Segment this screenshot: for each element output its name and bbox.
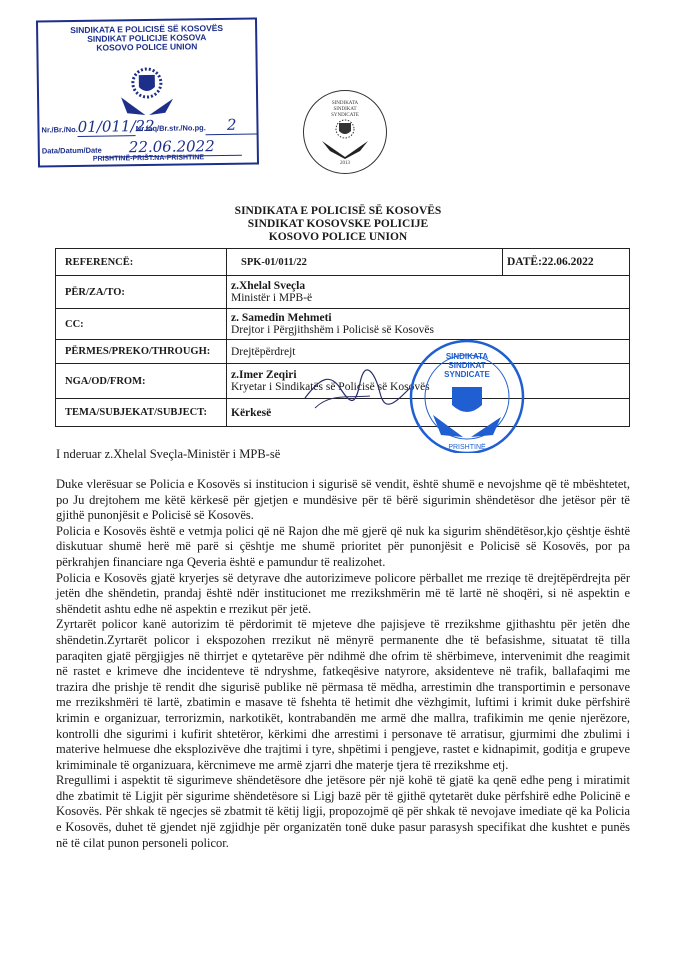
union-emblem: [303, 90, 387, 174]
union-round-stamp-icon: [397, 335, 537, 453]
subject-label: TEMA/SUBJEKAT/SUBJECT:: [56, 399, 227, 427]
emblem-line: SYNDICATE: [331, 113, 359, 118]
registry-number-label: Nr./Br./No.: [41, 124, 78, 135]
stamp-header-line: SINDIKAT POLICIJE KOSOVA: [87, 32, 207, 44]
from-title: Kryetar i Sindikatës së Policisë së Kosovës: [231, 381, 430, 393]
registry-stamp-footer: PRISHTINË-PRIŠT.NA-PRISHTINE: [92, 154, 205, 163]
letterhead: [0, 205, 676, 244]
emblem-line: SINDIKATA: [331, 101, 359, 106]
to-value: [227, 276, 630, 309]
stamp-header-line: KOSOVO POLICE UNION: [96, 41, 198, 53]
registry-date-value: 22.06.2022: [102, 137, 242, 158]
letter-body: [56, 477, 630, 851]
emblem-line: SINDIKAT: [333, 107, 357, 112]
through-label: PËRMES/PREKO/THROUGH:: [56, 340, 227, 364]
reference-label: REFERENCË:: [56, 249, 227, 276]
registry-stamp: [36, 17, 259, 167]
body-paragraph: Duke vlerësuar se Policia e Kosovës si institucion i sigurisë së vendit, është shumë e nevojshme që të mbështetet, po Ju drejtohem me këtë kërkesë për gjetjen e mundësive për të bërë sigurimin shëndetësor dhe jetësor për të gjithë punonjësit e Policisë së Kosovës.: [56, 477, 630, 523]
stamp-header-line: SINDIKATA E POLICISË SË KOSOVËS: [70, 22, 224, 36]
date-value: DATË:22.06.2022: [503, 249, 630, 276]
letterhead-line: SINDIKAT KOSOVSKE POLICIJE: [247, 218, 429, 230]
through-value: Drejtëpërdrejt: [227, 340, 630, 364]
body-paragraph: Rregullimi i aspektit të sigurimeve shëndetësore dhe jetësore për një kohë të gjatë ka qenë edhe peng i miratimit dhe zbatimit të Ligjit për sigurime shëndetësore si Ligj bazë për të gjithë qytetarët duke përfshirë edhe Policinë e Kosovës. Për shkak të ngecjes së zbatmit të këtij ligji, propozojmë që për shkak të nevojave imediate që ka Policia e Kosovës, duhet të gjendet një zgjidhje për organizatën tonë duke pasur parasysh specifikat dhe kushtet e punës në të cilat punon personeli policor.: [56, 773, 630, 850]
table-row-cc: [56, 309, 630, 340]
svg-text:PRISHTINË: PRISHTINË: [448, 444, 486, 451]
table-row-to: [56, 276, 630, 309]
body-paragraph: Policia e Kosovës gjatë kryerjes së detyrave dhe autorizimeve policore përballet me rreziqe të drejtëpërdrejta për jetën dhe shëndetin, prandaj është ndër institucionet me rrezikshmërin më të lartë në shoqëri, si në aspektin e shëndetit ashtu edhe në aspektin e rrezikut për jetë.: [56, 570, 630, 616]
to-title: Ministër i MPB-ë: [231, 292, 313, 304]
svg-text:SYNDICATE: SYNDICATE: [444, 370, 490, 379]
letterhead-line: SINDIKATA E POLICISË SË KOSOVËS: [234, 205, 442, 217]
svg-text:SINDIKAT: SINDIKAT: [448, 361, 486, 370]
table-row-through: [56, 340, 630, 364]
cc-name: z. Samedin Mehmeti: [231, 312, 332, 324]
table-row-reference: [56, 249, 630, 276]
letterhead-line: KOSOVO POLICE UNION: [268, 231, 408, 243]
cc-label: CC:: [56, 309, 227, 340]
salutation: I nderuar z.Xhelal Sveçla-Ministër i MPB-së: [56, 447, 281, 461]
registry-pages-value: 2: [206, 115, 258, 135]
subject-value: Kërkesë: [227, 399, 630, 427]
from-label: NGA/OD/FROM:: [56, 364, 227, 399]
body-paragraph: Zyrtarët policor kanë autorizim të përdorimit të mjeteve dhe pajisjeve të rrezikshme gjithashtu për jetën dhe shëndetin.Zyrtarët policor i ekspozohen rrezikut në mënyrë permanente dhe të befasishme, situatat të tilla paraqiten gjatë përgjigjes në thirrjet e qytetarëve për ndihmë dhe ofrim të shërbimeve, intervenimit dhe reagimit në rastet e krimeve dhe incidenteve të ndryshme, fatkeqësive natyrore, aksidenteve në trafik, ballafaqimi me trazira dhe prishje të rendit dhe sigurisë publike në përmasa të mëdha, arrestimin dhe transportimin e personave me rrezikshmëri të lartë, zbatimin e masave të fshehta të hetimit dhe vëzhgimit, luftimi i krimit duke përfshirë krimin e organizuar, terrorizmin, narkotikët, kontrabandën me armë dhe mallra, trafikimin me qenie njerëzore, kontrolli dhe sigurimi i kufirit shtetëror, kërkimi dhe arrestimi i personave të arratisur, gjurmimi dhe zbulimi i materive helmuese dhe eksplozivëve dhe trajtimi i tyre, shpëtimi i pengjeve, rastet e kidnapimit, goditja e grupeve krimiminale të organizuara, kërcnimeve me armë zjarri dhe materje tjera të rrezikshme etj.: [56, 617, 630, 772]
to-name: z.Xhelal Sveçla: [231, 280, 306, 292]
registry-pages-label: Nr.faq/Br.str./No.pg.: [135, 123, 206, 134]
registry-stamp-header: [38, 23, 255, 53]
cc-title: Drejtor i Përgjithshëm i Policisë së Kosovës: [231, 324, 434, 336]
reference-value: SPK-01/011/22: [227, 249, 503, 276]
police-union-logo-icon: [117, 61, 178, 122]
body-paragraph: Policia e Kosovës është e vetmja polici që në Rajon dhe më gjerë që nuk ka sigurim shëndëtësor,kjo çështje është diskutuar shumë herë më parë si çështje me shumë prioritet për punonjësit e Policisë së Kosovës, por pa përkrahjen financiare nga Qeveria është e pamundur të realizohet.: [56, 523, 630, 569]
to-label: PËR/ZA/TO:: [56, 276, 227, 309]
registry-number-row: [41, 115, 258, 137]
emblem-shield-icon: [320, 119, 370, 161]
registry-number-value: 01/011/22: [77, 116, 155, 136]
from-name: z.Imer Zeqiri: [231, 369, 297, 381]
emblem-year: 2013: [340, 161, 350, 166]
registry-date-label: Data/Datum/Date: [41, 145, 102, 156]
svg-text:SINDIKATA: SINDIKATA: [445, 352, 489, 361]
